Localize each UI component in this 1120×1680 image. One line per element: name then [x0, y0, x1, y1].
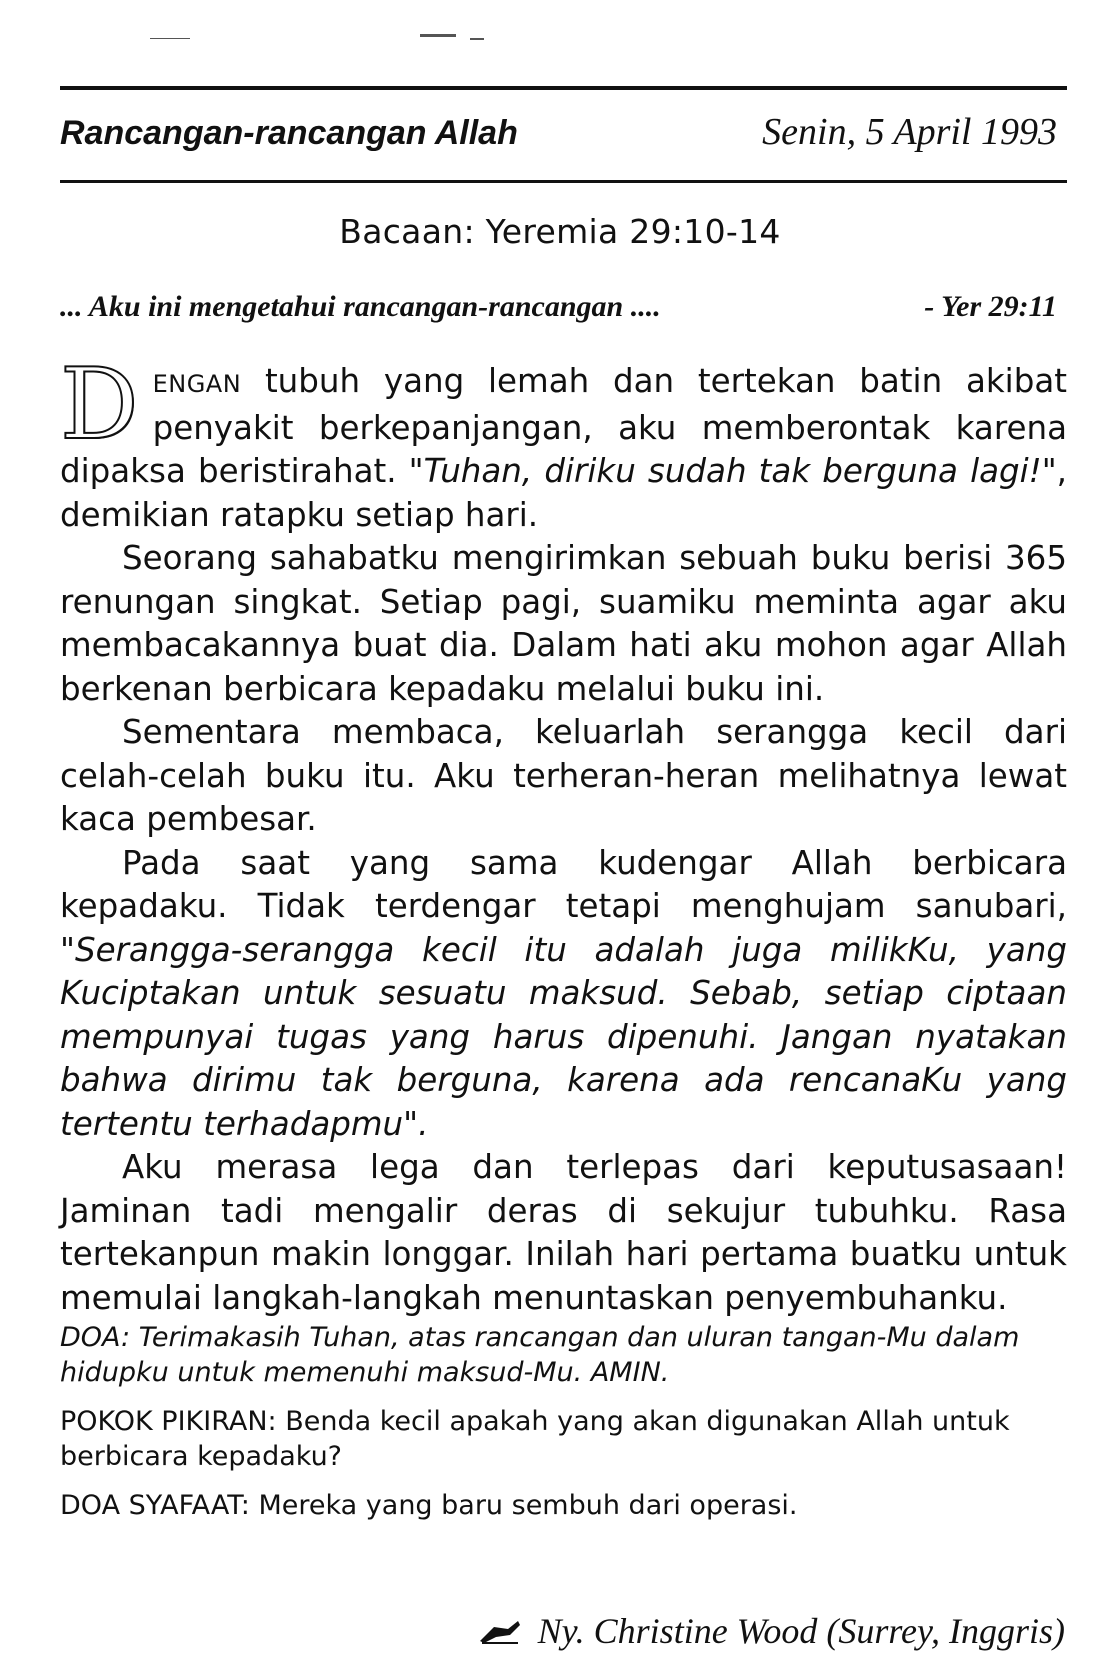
key-verse-reference: - Yer 29:11 — [924, 290, 1057, 323]
top-rule — [60, 86, 1067, 90]
key-verse-text: ... Aku ini mengetahui rancangan-rancangan .... — [60, 290, 661, 323]
scan-speck — [420, 34, 456, 37]
devotion-date: Senin, 5 April 1993 — [762, 111, 1057, 153]
author-name: Ny. Christine Wood (Surrey, Inggris) — [537, 1611, 1065, 1651]
devotion-body — [60, 348, 1067, 1320]
paragraph-2: Seorang sahabatku mengirimkan sebuah buku berisi 365 renungan singkat. Setiap pagi, suamiku meminta agar aku membacakannya buat dia. Dalam hati aku mohon agar Allah berkenan berbicara kepadaku melalui buku ini. — [60, 539, 1067, 708]
paragraph-4-text: Pada saat yang sama kudengar Allah berbicara kepadaku. Tidak terdengar tetapi menghujam sanubari, — [60, 843, 1067, 925]
intercession-prayer: DOA SYAFAAT: Mereka yang baru sembuh dari operasi. — [60, 1490, 798, 1521]
key-verse — [60, 290, 1067, 334]
pen-hand-icon — [478, 1617, 522, 1645]
prayer: DOA: Terimakasih Tuhan, atas rancangan dan uluran tangan-Mu dalam hidupku untuk memenuhi maksud-Mu. AMIN. — [60, 1322, 1020, 1388]
scan-speck — [470, 38, 484, 40]
drop-cap: D — [60, 348, 139, 462]
paragraph-1-quote: "Tuhan, diriku sudah tak berguna lagi!" — [408, 452, 1057, 490]
paragraph-3: Sementara membaca, keluarlah serangga kecil dari celah-celah buku itu. Aku terheran-heran melihatnya lewat kaca pembesar. — [60, 713, 1067, 838]
devotion-notes — [60, 1320, 1067, 1537]
paragraph-4 — [60, 842, 1067, 1147]
scan-speck — [150, 38, 190, 39]
small-caps-lead: ENGAN — [152, 370, 242, 398]
scripture-reading: Bacaan: Yeremia 29:10-14 — [339, 212, 781, 251]
page-header — [60, 108, 1067, 168]
paragraph-5: Aku merasa lega dan terlepas dari keputusasaan! Jaminan tadi mengalir deras di sekujur tubuhku. Rasa tertekanpun makin longgar. Inilah hari pertama buatku untuk memulai langkah-langkah menuntaskan penyembuhanku. — [60, 1148, 1067, 1317]
paragraph-4-quote: "Serangga-serangga kecil itu adalah juga milikKu, yang Kuciptakan untuk sesuatu maksud. Sebab, setiap ciptaan mempunyai tugas yang harus dipenuhi. Jangan nyatakan bahwa dirimu tak berguna, karena ada rencanaKu yang tertentu terhadapmu". — [60, 930, 1067, 1143]
devotion-title: Rancangan-rancangan Allah — [60, 114, 518, 152]
paragraph-1 — [60, 348, 1067, 537]
paragraph-1-text-b: , demikian ratapku setiap hari. — [60, 452, 1067, 534]
header-rule — [60, 180, 1067, 183]
paragraph-1-text-a: tubuh yang lemah dan tertekan batin akibat penyakit berkepanjangan, aku memberontak karena dipaksa beristirahat. — [60, 362, 1067, 490]
author-line — [478, 1610, 1065, 1652]
key-thought: POKOK PIKIRAN: Benda kecil apakah yang akan digunakan Allah untuk berbicara kepadaku? — [60, 1406, 1010, 1472]
